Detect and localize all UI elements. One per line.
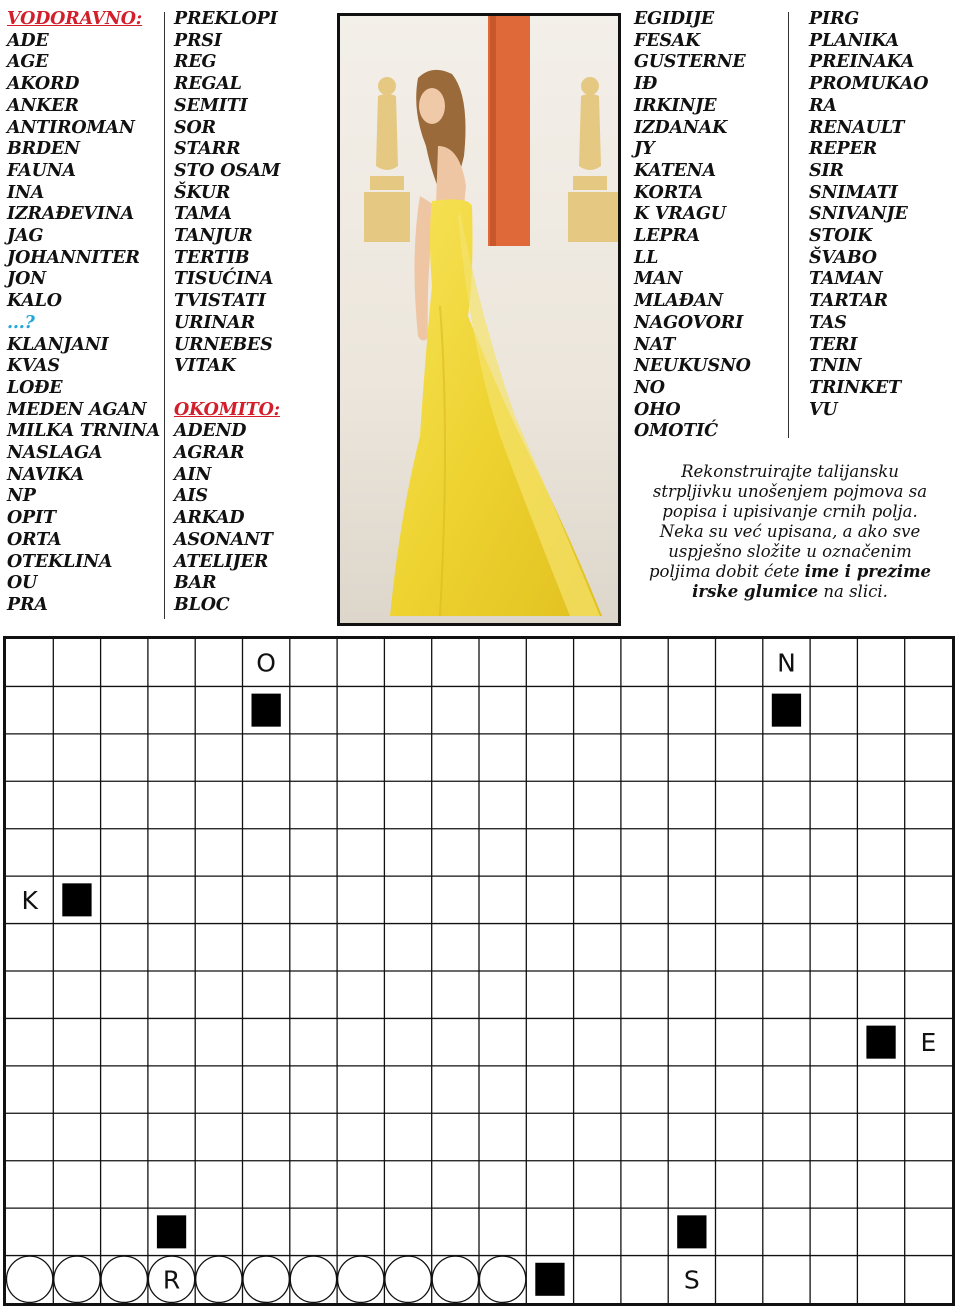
word-entry: REGAL — [174, 74, 242, 95]
black-square[interactable] — [677, 1215, 706, 1248]
word-entry: MEDEN AGAN — [7, 399, 147, 420]
word-entry: PLANIKA — [809, 30, 899, 51]
word-entry: ARKAD — [174, 508, 245, 529]
given-letter: O — [256, 648, 276, 678]
word-entry: PRSI — [174, 30, 222, 51]
word-entry: LEPRA — [634, 226, 700, 247]
col2-words-across — [174, 9, 280, 378]
word-entry: OHO — [634, 399, 681, 420]
black-square[interactable] — [157, 1215, 186, 1248]
word-entry: NEUKUSNO — [634, 356, 751, 377]
word-entry: NO — [634, 377, 665, 398]
word-entry: ŠVABO — [809, 247, 877, 268]
word-list-col2 — [174, 9, 280, 617]
word-entry: TAS — [809, 312, 847, 333]
word-entry: PREINAKA — [809, 52, 915, 73]
word-entry: IZRAĐEVINA — [7, 204, 135, 225]
given-letter: N — [777, 648, 796, 678]
word-entry: ASONANT — [174, 529, 273, 550]
word-entry: IRKINJE — [634, 95, 717, 116]
word-entry: PRA — [7, 594, 48, 615]
word-entry: TAMA — [174, 204, 232, 225]
word-entry: RENAULT — [809, 117, 905, 138]
word-entry: TANJUR — [174, 226, 253, 247]
word-entry: AKORD — [7, 74, 80, 95]
word-entry: KATENA — [634, 160, 716, 181]
word-entry: OMOTIĆ — [634, 421, 718, 442]
col1-words — [7, 31, 160, 617]
word-entry: KALO — [7, 291, 62, 312]
word-entry: NP — [7, 486, 36, 507]
actress-photo — [337, 13, 621, 626]
marked-cell-circle[interactable] — [54, 1256, 100, 1302]
word-entry: JOHANNITER — [7, 247, 140, 268]
word-entry: TISUĆINA — [174, 269, 274, 290]
word-entry: IĐ — [634, 74, 658, 95]
word-entry: OTEKLINA — [7, 551, 113, 572]
col3-words — [634, 9, 751, 443]
word-entry: MLAĐAN — [634, 291, 723, 312]
instructions-end: na slici. — [823, 582, 888, 601]
given-letter: K — [21, 885, 38, 915]
word-entry: ORTA — [7, 529, 62, 550]
word-entry: OU — [7, 573, 38, 594]
word-list-col1 — [7, 9, 160, 617]
word-entry: SNIMATI — [809, 182, 898, 203]
word-entry: URINAR — [174, 312, 255, 333]
word-list-col4 — [809, 9, 928, 421]
grid-canvas — [6, 639, 952, 1303]
word-entry: ANKER — [7, 95, 79, 116]
col4-words — [809, 9, 928, 421]
word-entry: ŠKUR — [174, 182, 231, 203]
given-letter: S — [683, 1265, 700, 1295]
word-entry: BLOC — [174, 594, 230, 615]
word-entry: ANTIROMAN — [7, 117, 135, 138]
word-entry: NASLAGA — [7, 443, 103, 464]
instructions-emphasis: ime i prezime irske glumice — [692, 562, 932, 601]
word-entry: TERI — [809, 334, 858, 355]
black-square[interactable] — [62, 883, 91, 916]
word-entry: AIS — [174, 486, 208, 507]
word-entry: AGE — [7, 52, 49, 73]
word-entry: PROMUKAO — [809, 74, 929, 95]
given-letter: R — [162, 1265, 181, 1295]
word-entry: LL — [634, 247, 659, 268]
word-entry: NAT — [634, 334, 676, 355]
puzzle-instructions — [640, 462, 940, 602]
word-entry: TARTAR — [809, 291, 888, 312]
word-entry: AGRAR — [174, 443, 245, 464]
col2-words-down — [174, 421, 280, 616]
marked-cell-circle[interactable] — [243, 1256, 289, 1302]
black-square[interactable] — [535, 1263, 564, 1296]
marked-cell-circle[interactable] — [432, 1256, 478, 1302]
word-entry: IZDANAK — [634, 117, 728, 138]
marked-cell-circle[interactable] — [385, 1256, 431, 1302]
marked-cell-circle[interactable] — [480, 1256, 526, 1302]
word-entry: REG — [174, 52, 217, 73]
word-entry: PIRG — [809, 9, 860, 29]
word-entry: RA — [809, 95, 837, 116]
black-square[interactable] — [252, 694, 281, 727]
word-entry: PREKLOPI — [174, 9, 278, 29]
word-entry: KLANJANI — [7, 334, 109, 355]
word-entry: JY — [634, 139, 655, 160]
word-entry: SEMITI — [174, 95, 248, 116]
word-entry: NAVIKA — [7, 464, 84, 485]
word-entry: STARR — [174, 139, 241, 160]
marked-cell-circle[interactable] — [196, 1256, 242, 1302]
word-entry: K VRAGU — [634, 204, 726, 225]
word-entry: KORTA — [634, 182, 703, 203]
column-divider — [788, 12, 789, 438]
word-entry: VU — [809, 399, 838, 420]
instructions-text: Rekonstruirajte talijansku strpljivku unošenjem pojmova sa popisa i upisivanje crnih polja. Neka su već upisana, a ako sve uspješno složite u označenim poljima dobit ćete — [648, 462, 928, 581]
word-entry: JON — [7, 269, 46, 290]
word-entry: GUSTERNE — [634, 52, 746, 73]
marked-cell-circle[interactable] — [290, 1256, 336, 1302]
marked-cell-circle[interactable] — [338, 1256, 384, 1302]
word-entry: TAMAN — [809, 269, 883, 290]
word-entry: BRDEN — [7, 139, 80, 160]
word-entry: STOIK — [809, 226, 873, 247]
word-entry: LOĐE — [7, 377, 63, 398]
word-entry: VITAK — [174, 356, 236, 377]
word-entry: STO OSAM — [174, 160, 281, 181]
word-entry: EGIDIJE — [634, 9, 715, 29]
black-square[interactable] — [772, 694, 801, 727]
word-entry: REPER — [809, 139, 877, 160]
given-letter: E — [920, 1028, 937, 1058]
word-list-col3 — [634, 9, 751, 443]
word-entry: FAUNA — [7, 160, 76, 181]
word-entry: TERTIB — [174, 247, 250, 268]
word-entry: TRINKET — [809, 377, 901, 398]
word-entry: TVISTATI — [174, 291, 266, 312]
word-entry: JAG — [7, 226, 44, 247]
word-entry: NAGOVORI — [634, 312, 744, 333]
word-entry: URNEBES — [174, 334, 273, 355]
word-entry: KVAS — [7, 356, 60, 377]
word-entry: MILKA TRNINA — [7, 421, 160, 442]
word-entry: ...? — [7, 312, 35, 333]
word-entry: ADEND — [174, 421, 247, 442]
word-entry: AIN — [174, 464, 212, 485]
column-divider — [164, 12, 165, 619]
crossword-grid — [3, 636, 955, 1306]
word-entry: FESAK — [634, 30, 701, 51]
word-entry: ATELIJER — [174, 551, 269, 572]
down-header: OKOMITO: — [174, 399, 280, 420]
word-entry: ADE — [7, 30, 49, 51]
word-entry: SOR — [174, 117, 216, 138]
word-entry: INA — [7, 182, 45, 203]
word-entry: BAR — [174, 573, 217, 594]
black-square[interactable] — [866, 1026, 895, 1059]
word-entry: OPIT — [7, 508, 56, 529]
marked-cell-circle[interactable] — [7, 1256, 53, 1302]
across-header: VODORAVNO: — [7, 9, 143, 29]
word-entry: TNIN — [809, 356, 862, 377]
word-entry: SIR — [809, 160, 844, 181]
marked-cell-circle[interactable] — [101, 1256, 147, 1302]
word-entry: MAN — [634, 269, 683, 290]
word-entry: SNIVANJE — [809, 204, 908, 225]
